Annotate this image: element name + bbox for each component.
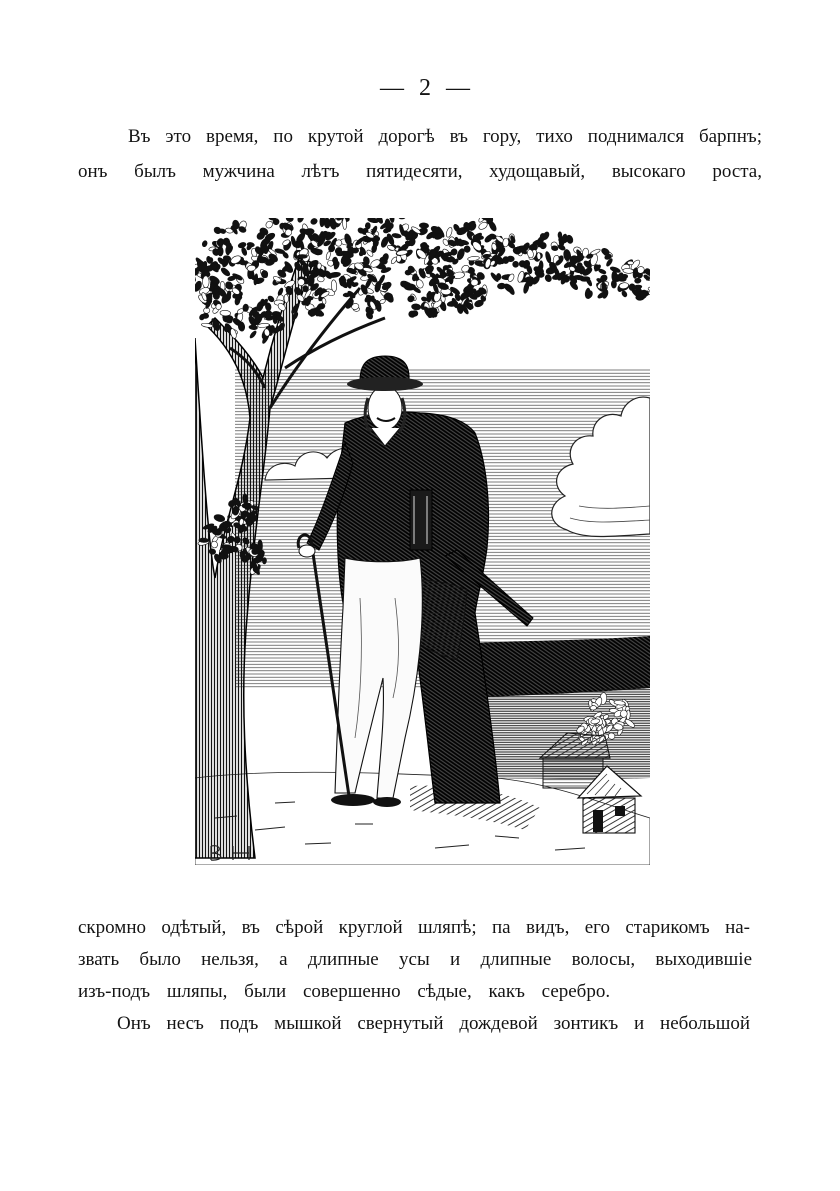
hat-brim [347,377,423,391]
leaf [202,313,209,319]
text-line: Въ это время, по крутой дорогѣ въ гору, тихо поднимался барпнъ; [128,126,762,147]
text-line: звать было нельзя, а длипные усы и длипные волосы, выходившіе [78,949,752,970]
leaf [352,248,359,254]
leaf [365,222,370,229]
book [410,490,432,550]
leaf [317,263,322,270]
page-number: — 2 — [380,75,470,101]
leaf [217,246,223,256]
leaf [297,254,307,258]
leaf [199,538,209,543]
leaf [627,261,633,265]
text-line: скромно одѣтый, въ сѣрой круглой шляпѣ; па видъ, его старикомъ на- [78,917,750,938]
leaf [507,256,514,262]
leaf [419,223,429,229]
face [368,386,402,430]
leaf [251,548,259,555]
leaf [234,536,241,543]
text-line: онъ былъ мужчина лѣтъ пятидесяти, худощавый, высокаго роста, [78,161,762,182]
leaf [512,261,518,267]
leaf [342,218,347,230]
hand [299,545,315,557]
leaf [220,310,231,316]
leaf [309,308,317,315]
leaf [257,257,268,264]
leaf [482,254,490,258]
engraving-illustration [195,218,650,865]
text-line: Онъ несъ подъ мышкой свернутый дождевой зонтикъ и небольшой [117,1013,750,1034]
shoe [373,797,401,807]
shoe [331,794,375,806]
leaf [594,265,599,271]
leaf [497,283,506,289]
leaf [537,252,541,259]
leaf [284,294,289,303]
leaf [634,278,641,284]
leaf [558,232,562,239]
leaf [620,710,627,718]
leaf [195,270,199,275]
leaf [261,270,268,278]
leaf [590,705,597,710]
leaf [486,218,493,224]
leaf [577,262,583,269]
leaf [203,276,210,288]
leaf [211,262,219,269]
leaf [343,293,350,297]
leaf [224,325,229,332]
text-line: изъ-подъ шляпы, были совершенно сѣдые, какъ серебро. [78,981,611,1002]
leaf [412,310,418,316]
leaf [331,280,337,292]
leaf [243,304,249,312]
